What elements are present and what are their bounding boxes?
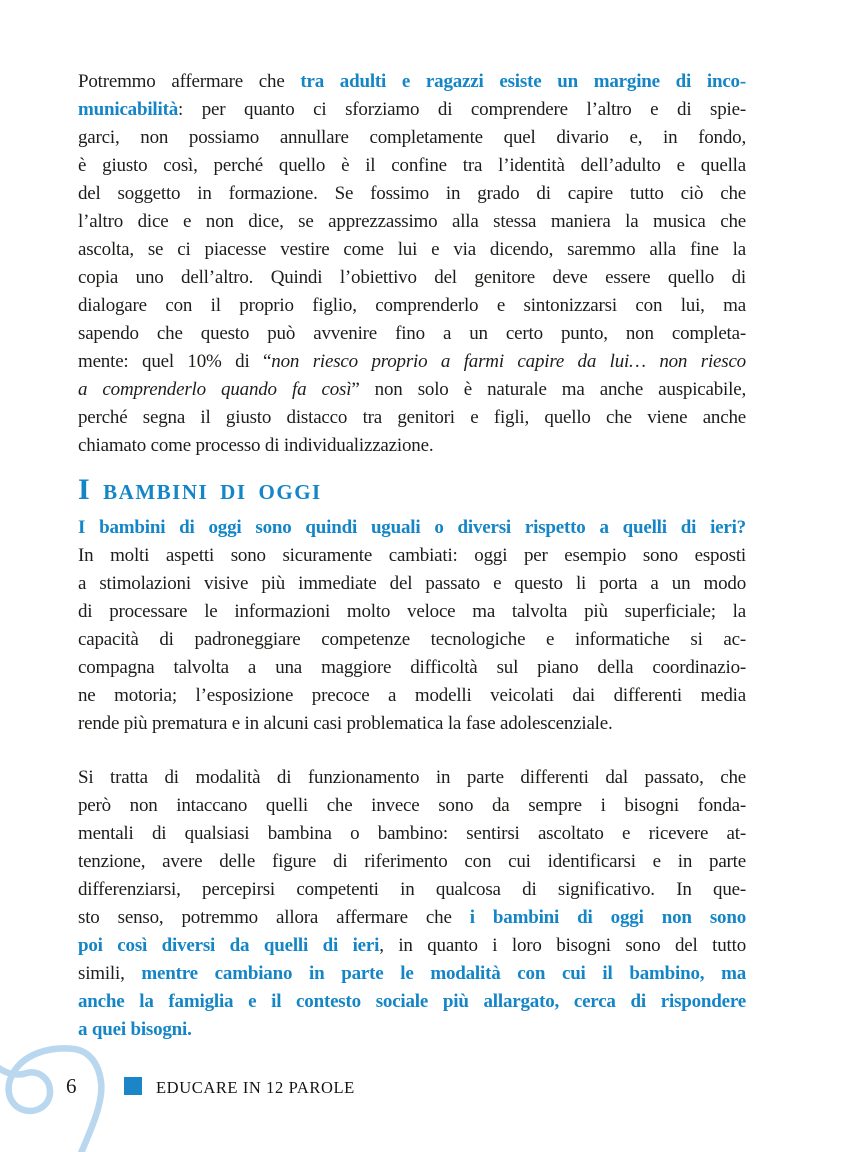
page-number: 6 — [66, 1074, 77, 1098]
paragraph — [78, 514, 746, 738]
text-line: mente: quel 10% di “non riesco proprio a farmi capire da lui… non riesco — [78, 351, 746, 372]
text-line: garci, non possiamo annullare completamente quel divario e, in fondo, — [78, 127, 746, 148]
text-line: del soggetto in formazione. Se fossimo in grado di capire tutto ciò che — [78, 183, 746, 204]
text-line: tenzione, avere delle figure di riferimento con cui identificarsi e in parte — [78, 851, 746, 872]
text-line: simili, mentre cambiano in parte le modalità con cui il bambino, ma — [78, 963, 746, 984]
text-column — [78, 68, 746, 1044]
text-line: chiamato come processo di individualizzazione. — [78, 435, 434, 456]
paragraph — [78, 68, 746, 460]
text-line: a comprenderlo quando fa così” non solo è naturale ma anche auspicabile, — [78, 379, 746, 400]
text-line: Potremmo affermare che tra adulti e ragazzi esiste un margine di inco- — [78, 71, 746, 92]
square-bullet-icon — [124, 1077, 142, 1095]
text-line: di processare le informazioni molto veloce ma talvolta più superficiale; la — [78, 601, 746, 622]
text-line: a stimolazioni visive più immediate del passato e questo li porta a un modo — [78, 573, 746, 594]
text-line: compagna talvolta a una maggiore difficoltà sul piano della coordinazio- — [78, 657, 746, 678]
text-line: sapendo che questo può avvenire fino a un certo punto, non completa- — [78, 323, 746, 344]
text-line: differenziarsi, percepirsi competenti in qualcosa di significativo. In que- — [78, 879, 746, 900]
text-line: mentali di qualsiasi bambina o bambino: sentirsi ascoltato e ricevere at- — [78, 823, 746, 844]
section-heading: I bambini di oggi — [78, 473, 322, 506]
text-line: copia uno dell’altro. Quindi l’obiettivo del genitore deve essere quello di — [78, 267, 746, 288]
text-line: In molti aspetti sono sicuramente cambiati: oggi per esempio sono esposti — [78, 545, 746, 566]
text-line: a quei bisogni. — [78, 1019, 192, 1040]
text-line: però non intaccano quelli che invece sono da sempre i bisogni fonda- — [78, 795, 746, 816]
text-line: l’altro dice e non dice, se apprezzassimo alla stessa maniera la musica che — [78, 211, 746, 232]
book-title: EDUCARE IN 12 PAROLE — [156, 1078, 355, 1097]
text-line: ascolta, se ci piacesse vestire come lui e via dicendo, saremmo alla fine la — [78, 239, 746, 260]
text-line: municabilità: per quanto ci sforziamo di comprendere l’altro e di spie- — [78, 99, 746, 120]
text-line: capacità di padroneggiare competenze tecnologiche e informatiche si ac- — [78, 629, 746, 650]
text-line: anche la famiglia e il contesto sociale più allargato, cerca di rispondere — [78, 991, 746, 1012]
footer — [0, 1070, 856, 1100]
text-line: è giusto così, perché quello è il confine tra l’identità dell’adulto e quella — [78, 155, 746, 176]
text-line: rende più prematura e in alcuni casi problematica la fase adolescenziale. — [78, 713, 613, 734]
text-line: perché segna il giusto distacco tra genitori e figli, quello che viene anche — [78, 407, 746, 428]
ribbon-path — [0, 1048, 101, 1152]
text-line: I bambini di oggi sono quindi uguali o diversi rispetto a quelli di ieri? — [78, 517, 746, 538]
paragraph — [78, 764, 746, 1044]
text-line: poi così diversi da quelli di ieri, in quanto i loro bisogni sono del tutto — [78, 935, 746, 956]
text-line: dialogare con il proprio figlio, comprenderlo e sintonizzarsi con lui, ma — [78, 295, 746, 316]
text-line: ne motoria; l’esposizione precoce a modelli veicolati dai differenti media — [78, 685, 746, 706]
text-line: sto senso, potremmo allora affermare che i bambini di oggi non sono — [78, 907, 746, 928]
text-line: Si tratta di modalità di funzionamento in parte differenti dal passato, che — [78, 767, 746, 788]
